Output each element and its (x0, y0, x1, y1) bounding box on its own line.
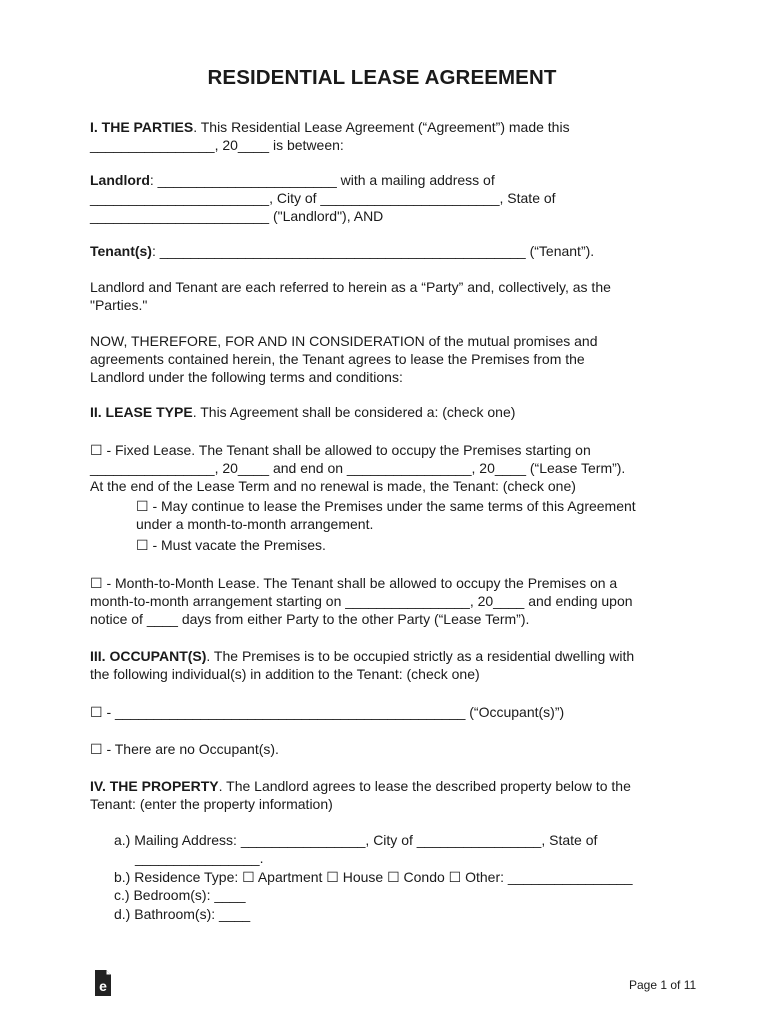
fixed-lease-option-continue[interactable]: ☐ - May continue to lease the Premises under the same terms of this Agreement (136, 498, 636, 514)
landlord-line2: _______________________, City of _______________________, State of (90, 190, 556, 206)
month-lease-line1[interactable]: ☐ - Month-to-Month Lease. The Tenant shall be allowed to occupy the Premises on a (90, 575, 618, 591)
property-line2: Tenant: (enter the property information) (90, 796, 333, 812)
landlord-line1 (90, 171, 495, 189)
property-mailing-address[interactable]: a.) Mailing Address: ________________, City of ________________, State of (114, 832, 598, 848)
lease-type-heading: II. LEASE TYPE (90, 404, 193, 420)
property-bathrooms[interactable]: d.) Bathroom(s): ____ (114, 906, 251, 922)
fixed-lease-line3: At the end of the Lease Term and no renewal is made, the Tenant: (check one) (90, 478, 576, 494)
svg-text:e: e (99, 978, 107, 994)
landlord-label: Landlord (90, 172, 150, 188)
party-definition-line1: Landlord and Tenant are each referred to herein as a “Party” and, collectively, as the (90, 279, 611, 295)
lease-type-text: . This Agreement shall be considered a: (check one) (192, 404, 516, 420)
occupants-line1 (90, 647, 634, 665)
month-lease-line2: month-to-month arrangement starting on ________________, 20____ and ending upon (90, 593, 633, 609)
document-title: RESIDENTIAL LEASE AGREEMENT (207, 66, 557, 89)
consideration-line2: agreements contained herein, the Tenant agrees to lease the Premises from the (90, 351, 585, 367)
fixed-lease-option-vacate[interactable]: ☐ - Must vacate the Premises. (136, 537, 326, 553)
fixed-lease-line1[interactable]: ☐ - Fixed Lease. The Tenant shall be allowed to occupy the Premises starting on (90, 442, 591, 458)
property-residence-type[interactable]: b.) Residence Type: ☐ Apartment ☐ House ☐ Condo ☐ Other: ________________ (114, 869, 633, 885)
party-definition-line2: "Parties." (90, 297, 148, 313)
property-heading: IV. THE PROPERTY (90, 778, 219, 794)
property-bedrooms[interactable]: c.) Bedroom(s): ____ (114, 887, 246, 903)
occupants-option-none[interactable]: ☐ - There are no Occupant(s). (90, 741, 279, 757)
tenant-text: : _______________________________________________ (“Tenant”). (151, 243, 595, 259)
parties-text: . This Residential Lease Agreement (“Agreement”) made this (193, 119, 570, 135)
eforms-logo-icon (93, 969, 113, 997)
lease-type-line (90, 403, 515, 421)
parties-heading: I. THE PARTIES (90, 119, 194, 135)
consideration-line1: NOW, THEREFORE, FOR AND IN CONSIDERATION of the mutual promises and (90, 333, 598, 349)
occupants-text: . The Premises is to be occupied strictly as a residential dwelling with (206, 648, 635, 664)
landlord-line3: _______________________ ("Landlord"), AND (90, 208, 384, 224)
tenant-label: Tenant(s) (90, 243, 152, 259)
fixed-lease-line2: ________________, 20____ and end on ________________, 20____ (“Lease Term”). (90, 460, 626, 476)
property-text: . The Landlord agrees to lease the described property below to the (218, 778, 631, 794)
property-line1 (90, 777, 631, 795)
occupants-option-named[interactable]: ☐ - _____________________________________________ (“Occupant(s)”) (90, 704, 565, 720)
occupants-heading: III. OCCUPANT(S) (90, 648, 207, 664)
property-mailing-address-line2: ________________. (135, 850, 264, 866)
consideration-line3: Landlord under the following terms and conditions: (90, 369, 403, 385)
landlord-text: : _______________________ with a mailing address of (149, 172, 495, 188)
tenant-line1 (90, 242, 594, 260)
occupants-line2: the following individual(s) in addition to the Tenant: (check one) (90, 666, 480, 682)
page-number: Page 1 of 11 (629, 978, 697, 992)
parties-paragraph-line1 (90, 118, 570, 136)
month-lease-line3: notice of ____ days from either Party to the other Party (“Lease Term”). (90, 611, 530, 627)
parties-paragraph-line2: ________________, 20____ is between: (90, 137, 344, 153)
fixed-lease-option-continue-line2: under a month-to-month arrangement. (136, 516, 374, 532)
